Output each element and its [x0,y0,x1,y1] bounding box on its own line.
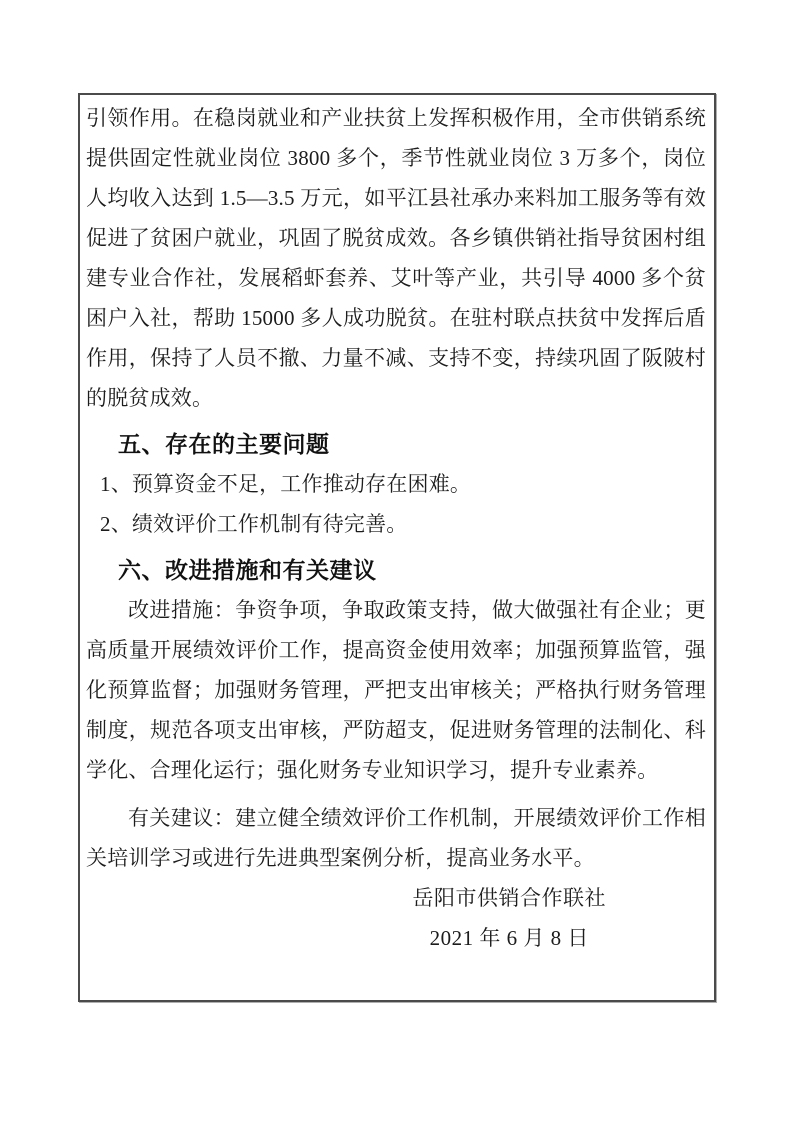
suggestions-paragraph: 有关建议：建立健全绩效评价工作机制，开展绩效评价工作相关培训学习或进行先进典型案例分析，提高业务水平。 [86,806,706,870]
continuation-paragraph: 引领作用。在稳岗就业和产业扶贫上发挥积极作用，全市供销系统提供固定性就业岗位 3800 多个，季节性就业岗位 3 万多个，岗位人均收入达到 1.5—3.5 万元，如平江县社承办来料加工服务等有效促进了贫困户就业，巩固了脱贫成效。各乡镇供销社指导贫困村组建专业合作社，发展稻虾套养、艾叶等产业，共引导 4000 多个贫困户入社，帮助 15000 多人成功脱贫。在驻村联点扶贫中发挥后盾作用，保持了人员不撤、力量不减、支持不变，持续巩固了阪陂村的脱贫成效。 [86,106,706,410]
document-border-frame [78,93,716,1002]
closing-block [413,878,607,958]
problem-item-1: 1、预算资金不足，工作推动存在困难。 [100,472,472,496]
signature-organization: 岳阳市供销合作联社 [412,886,606,910]
section-heading-5: 五、存在的主要问题 [118,431,330,457]
problem-item-2: 2、绩效评价工作机制有待完善。 [100,512,408,536]
measures-paragraph: 改进措施：争资争项，争取政策支持，做大做强社有企业；更高质量开展绩效评价工作，提高资金使用效率；加强预算监管，强化预算监督；加强财务管理，严把支出审核关；严格执行财务管理制度，规范各项支出审核，严防超支，促进财务管理的法制化、科学化、合理化运行；强化财务专业知识学习，提升专业素养。 [86,598,706,782]
signature-date: 2021 年 6 月 8 日 [429,926,589,950]
section-heading-6: 六、改进措施和有关建议 [118,557,377,583]
